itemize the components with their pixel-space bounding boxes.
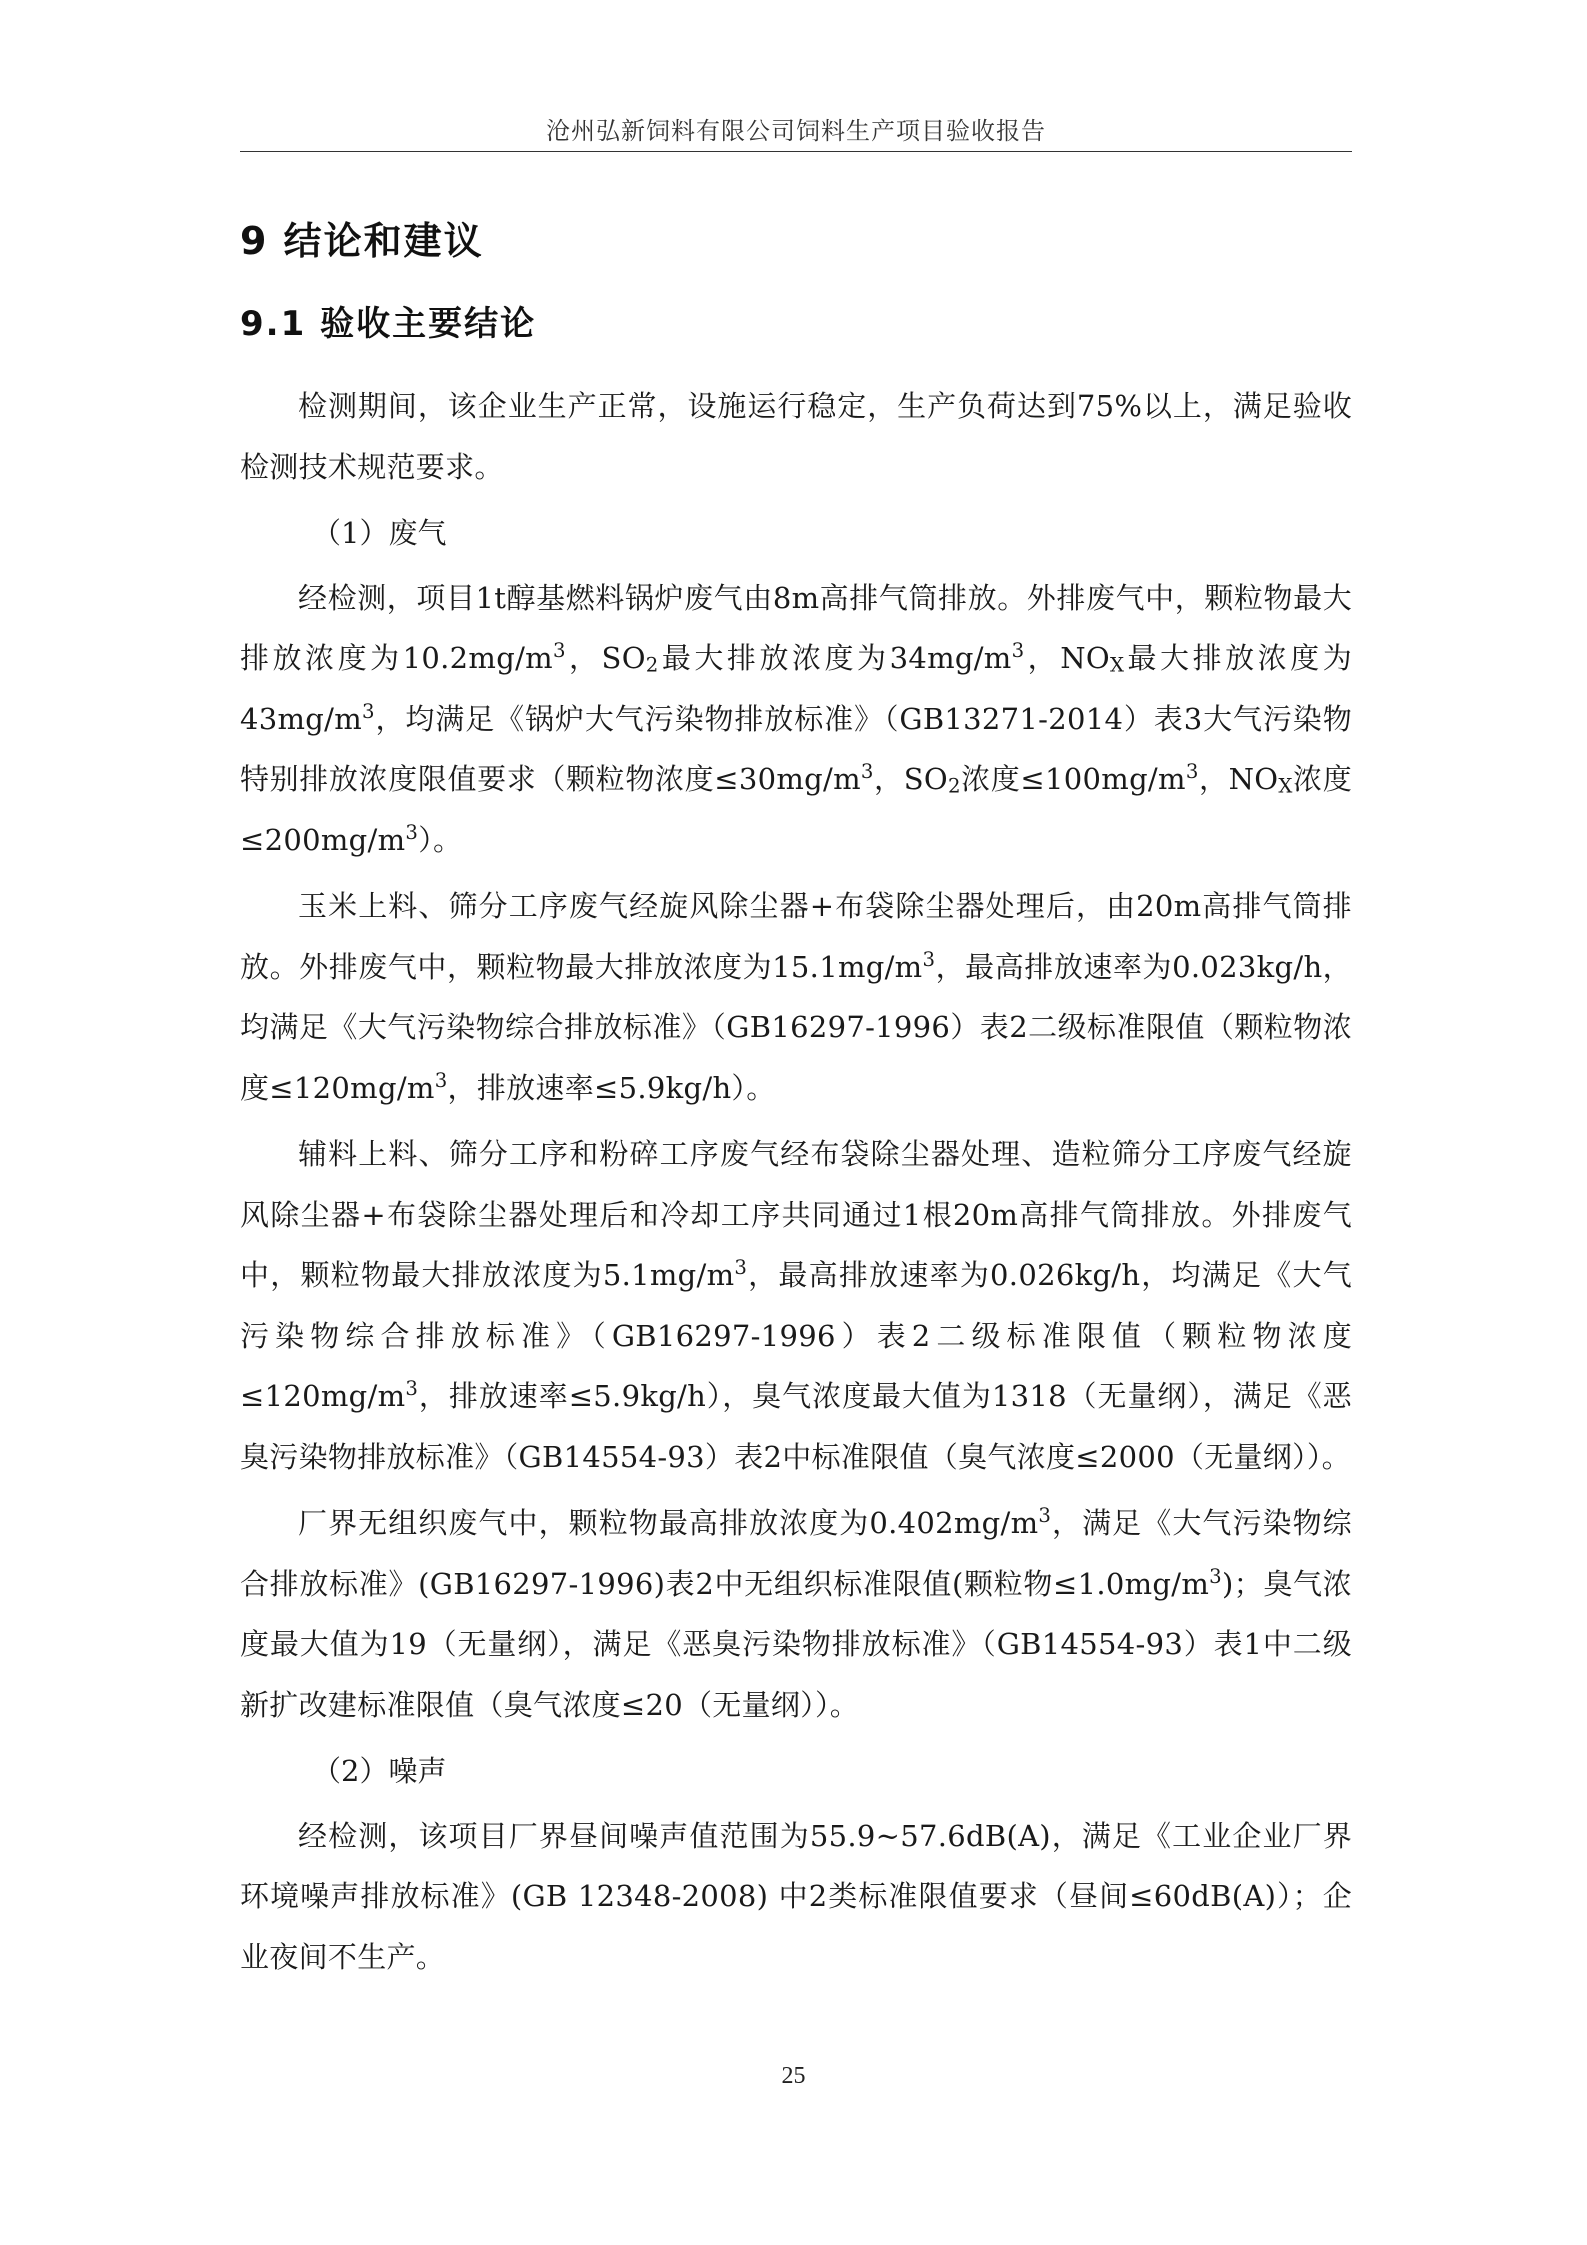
text-run: 经检测，项目1t醇基燃料锅炉废气由8m高排气筒排放。外排废气中，颗粒物最大排放浓度为10.2mg/m [240, 580, 1352, 675]
running-header: 沧州弘新饲料有限公司饲料生产项目验收报告 [546, 117, 1046, 145]
text-run: ，均满足《锅炉大气污染物排放标准》（GB13271-2014）表3大气污染物特别排放浓度限值要求（颗粒物浓度≤30mg/m [240, 701, 1352, 796]
subscript: X [1109, 653, 1125, 677]
text-run: ，排放速率≤5.9kg/h）。 [447, 1070, 776, 1105]
subscript: 2 [947, 774, 961, 798]
superscript: 3 [734, 1256, 748, 1280]
text-run: ，NO [1198, 762, 1279, 796]
superscript: 3 [1185, 760, 1199, 784]
text-run: 浓度≤100mg/m [960, 762, 1186, 796]
text-run: )；臭气浓度最大值为19（无量纲），满足《恶臭污染物排放标准》（GB14554-93）表1中二级新扩改建标准限值（臭气浓度≤20（无量纲））。 [240, 1566, 1352, 1722]
text-run: ，SO [565, 641, 646, 675]
superscript: 3 [860, 760, 874, 784]
text-run: 最大排放浓度为34mg/m [658, 641, 1012, 675]
superscript: 3 [405, 1377, 419, 1401]
superscript: 3 [552, 639, 566, 663]
header-divider [240, 151, 1352, 152]
text-run: 经检测，该项目厂界昼间噪声值范围为55.9~57.6dB(A)，满足《工业企业厂界环境噪声排放标准》(GB 12348-2008) 中2类标准限值要求（昼间≤60dB(A)）；企业夜间不生产。 [240, 1818, 1352, 1974]
text-run: 最大排放浓度为43mg/m [240, 641, 1352, 736]
text-run: ，SO [873, 762, 948, 796]
text-run: ，NO [1024, 641, 1110, 675]
subsection-label [240, 1741, 1352, 1802]
text-run: （2）噪声 [312, 1754, 447, 1788]
body-text [240, 376, 1352, 1993]
paragraph [240, 1493, 1352, 1735]
paragraph [240, 1124, 1352, 1487]
text-run: ，排放速率≤5.9kg/h），臭气浓度最大值为1318（无量纲），满足《恶臭污染物排放标准》（GB14554-93）表2中标准限值（臭气浓度≤2000（无量纲））。 [240, 1379, 1352, 1474]
superscript: 3 [1011, 639, 1025, 663]
text-run: （1）废气 [312, 516, 447, 550]
superscript: 3 [362, 699, 375, 723]
superscript: 3 [1209, 1564, 1223, 1588]
text-run: 辅料上料、筛分工序和粉碎工序废气经布袋除尘器处理、造粒筛分工序废气经旋风除尘器+布袋除尘器处理后和冷却工序共同通过1根20m高排气筒排放。外排废气中，颗粒物最大排放浓度为5.1mg/m [240, 1137, 1352, 1292]
paragraph [240, 876, 1352, 1118]
subscript: X [1278, 774, 1293, 798]
subsection-heading: 9.1 验收主要结论 [240, 304, 537, 344]
text-run: ，最高排放速率为0.026kg/h，均满足《大气污染物综合排放标准》（GB16297-1996）表2二级标准限值（颗粒物浓度≤120mg/m [240, 1258, 1353, 1413]
page-number: 25 [781, 2063, 806, 2089]
superscript: 3 [922, 947, 936, 971]
subscript: 2 [645, 653, 659, 677]
text-run: ）。 [418, 822, 463, 857]
paragraph [240, 376, 1352, 497]
paragraph [240, 1806, 1352, 1988]
subsection-label [240, 503, 1352, 564]
text-run: 厂界无组织废气中，颗粒物最高排放浓度为0.402mg/m [298, 1506, 1039, 1540]
text-run: 玉米上料、筛分工序废气经旋风除尘器+布袋除尘器处理后，由20m高排气筒排放。外排废气中，颗粒物最大排放浓度为15.1mg/m [240, 889, 1352, 984]
text-run: 浓度≤200mg/m [240, 762, 1352, 857]
superscript: 3 [1038, 1504, 1052, 1528]
text-run: ，满足《大气污染物综合排放标准》(GB16297-1996)表2中无组织标准限值(颗粒物≤1.0mg/m [240, 1506, 1352, 1601]
superscript: 3 [405, 820, 419, 844]
section-heading: 9 结论和建议 [240, 219, 484, 263]
text-run: ，最高排放速率为0.023kg/h，均满足《大气污染物综合排放标准》（GB16297-1996）表2二级标准限值（颗粒物浓度≤120mg/m [240, 949, 1352, 1105]
paragraph [240, 568, 1352, 871]
superscript: 3 [434, 1068, 448, 1092]
text-run: 检测期间，该企业生产正常，设施运行稳定，生产负荷达到75%以上，满足验收检测技术规范要求。 [240, 389, 1352, 484]
